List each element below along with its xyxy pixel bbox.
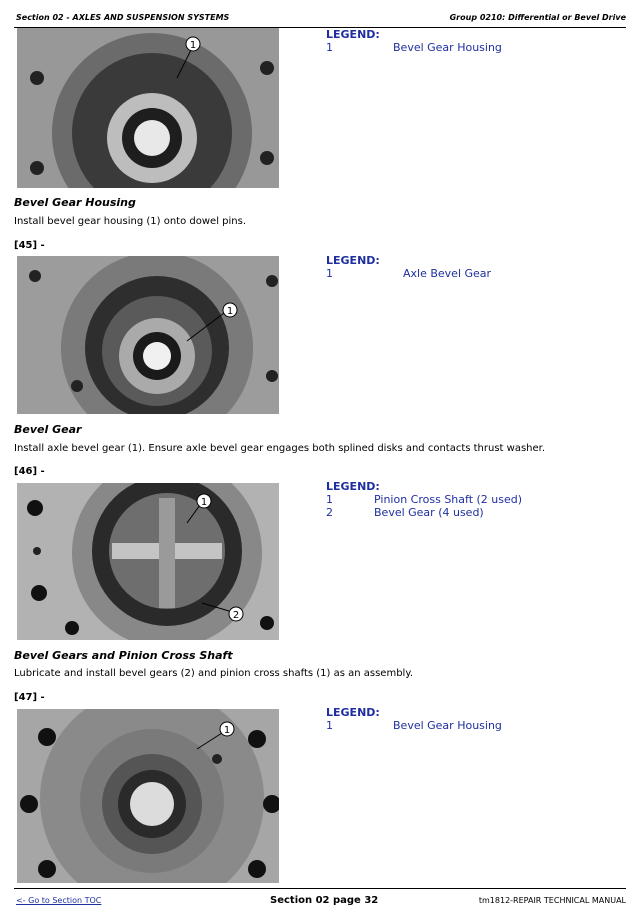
- callout-number: 1: [189, 40, 197, 51]
- instruction-paragraph: Lubricate and install bevel gears (2) and pinion cross shafts (1) as an assembly.: [14, 668, 413, 679]
- page-number: Section 02 page 32: [270, 895, 379, 906]
- step-47: [47] -: [14, 692, 45, 703]
- photo-bevel-gear-housing-2: [17, 709, 279, 883]
- legend-num: 1: [326, 267, 333, 280]
- legend-block-4: [326, 706, 502, 732]
- legend-title: LEGEND:: [326, 480, 380, 493]
- manual-title: tm1812-REPAIR TECHNICAL MANUAL: [478, 896, 626, 905]
- photo-axle-bevel-gear: [17, 256, 279, 414]
- legend-title: LEGEND:: [326, 254, 380, 267]
- legend-row: [326, 719, 502, 732]
- legend-block-3: [326, 480, 523, 519]
- heading-bevel-gear-housing: Bevel Gear Housing: [14, 196, 136, 209]
- heading-bevel-gears-pinion: Bevel Gears and Pinion Cross Shaft: [14, 649, 233, 662]
- legend-block-1: [326, 28, 502, 54]
- legend-title: LEGEND:: [326, 28, 380, 41]
- legend-text: Bevel Gear (4 used): [374, 506, 484, 519]
- page-header: [14, 7, 626, 28]
- section-toc-link[interactable]: <- Go to Section TOC: [16, 896, 102, 905]
- legend-block-2: [326, 254, 492, 280]
- callout-number: 1: [200, 497, 208, 508]
- callout-number: 2: [232, 610, 240, 621]
- legend-text: Pinion Cross Shaft (2 used): [374, 493, 523, 506]
- legend-text: Bevel Gear Housing: [393, 41, 502, 54]
- instruction-paragraph: Install axle bevel gear (1). Ensure axle bevel gear engages both splined disks and contacts thrust washer.: [14, 443, 546, 454]
- step-46: [46] -: [14, 466, 45, 477]
- callout-number: 1: [226, 306, 234, 317]
- instruction-paragraph: Install bevel gear housing (1) onto dowel pins.: [14, 216, 246, 227]
- legend-text: Bevel Gear Housing: [393, 719, 502, 732]
- page-footer: [14, 888, 626, 911]
- group-title: Group 0210: Differential or Bevel Drive: [449, 13, 626, 22]
- legend-row: [326, 493, 523, 506]
- legend-row: [326, 267, 492, 280]
- legend-row: [326, 506, 484, 519]
- legend-num: 1: [326, 719, 333, 732]
- legend-text: Axle Bevel Gear: [403, 267, 492, 280]
- legend-row: [326, 41, 502, 54]
- legend-num: 1: [326, 493, 333, 506]
- step-45: [45] -: [14, 240, 45, 251]
- callout-number: 1: [223, 725, 231, 736]
- photo-bevel-gear-housing: [17, 28, 279, 188]
- section-title: Section 02 - AXLES AND SUSPENSION SYSTEMS: [16, 13, 230, 22]
- heading-bevel-gear: Bevel Gear: [14, 423, 82, 436]
- legend-num: 1: [326, 41, 333, 54]
- photo-bevel-gears-cross-shaft: [17, 483, 279, 640]
- legend-num: 2: [326, 506, 333, 519]
- legend-title: LEGEND:: [326, 706, 380, 719]
